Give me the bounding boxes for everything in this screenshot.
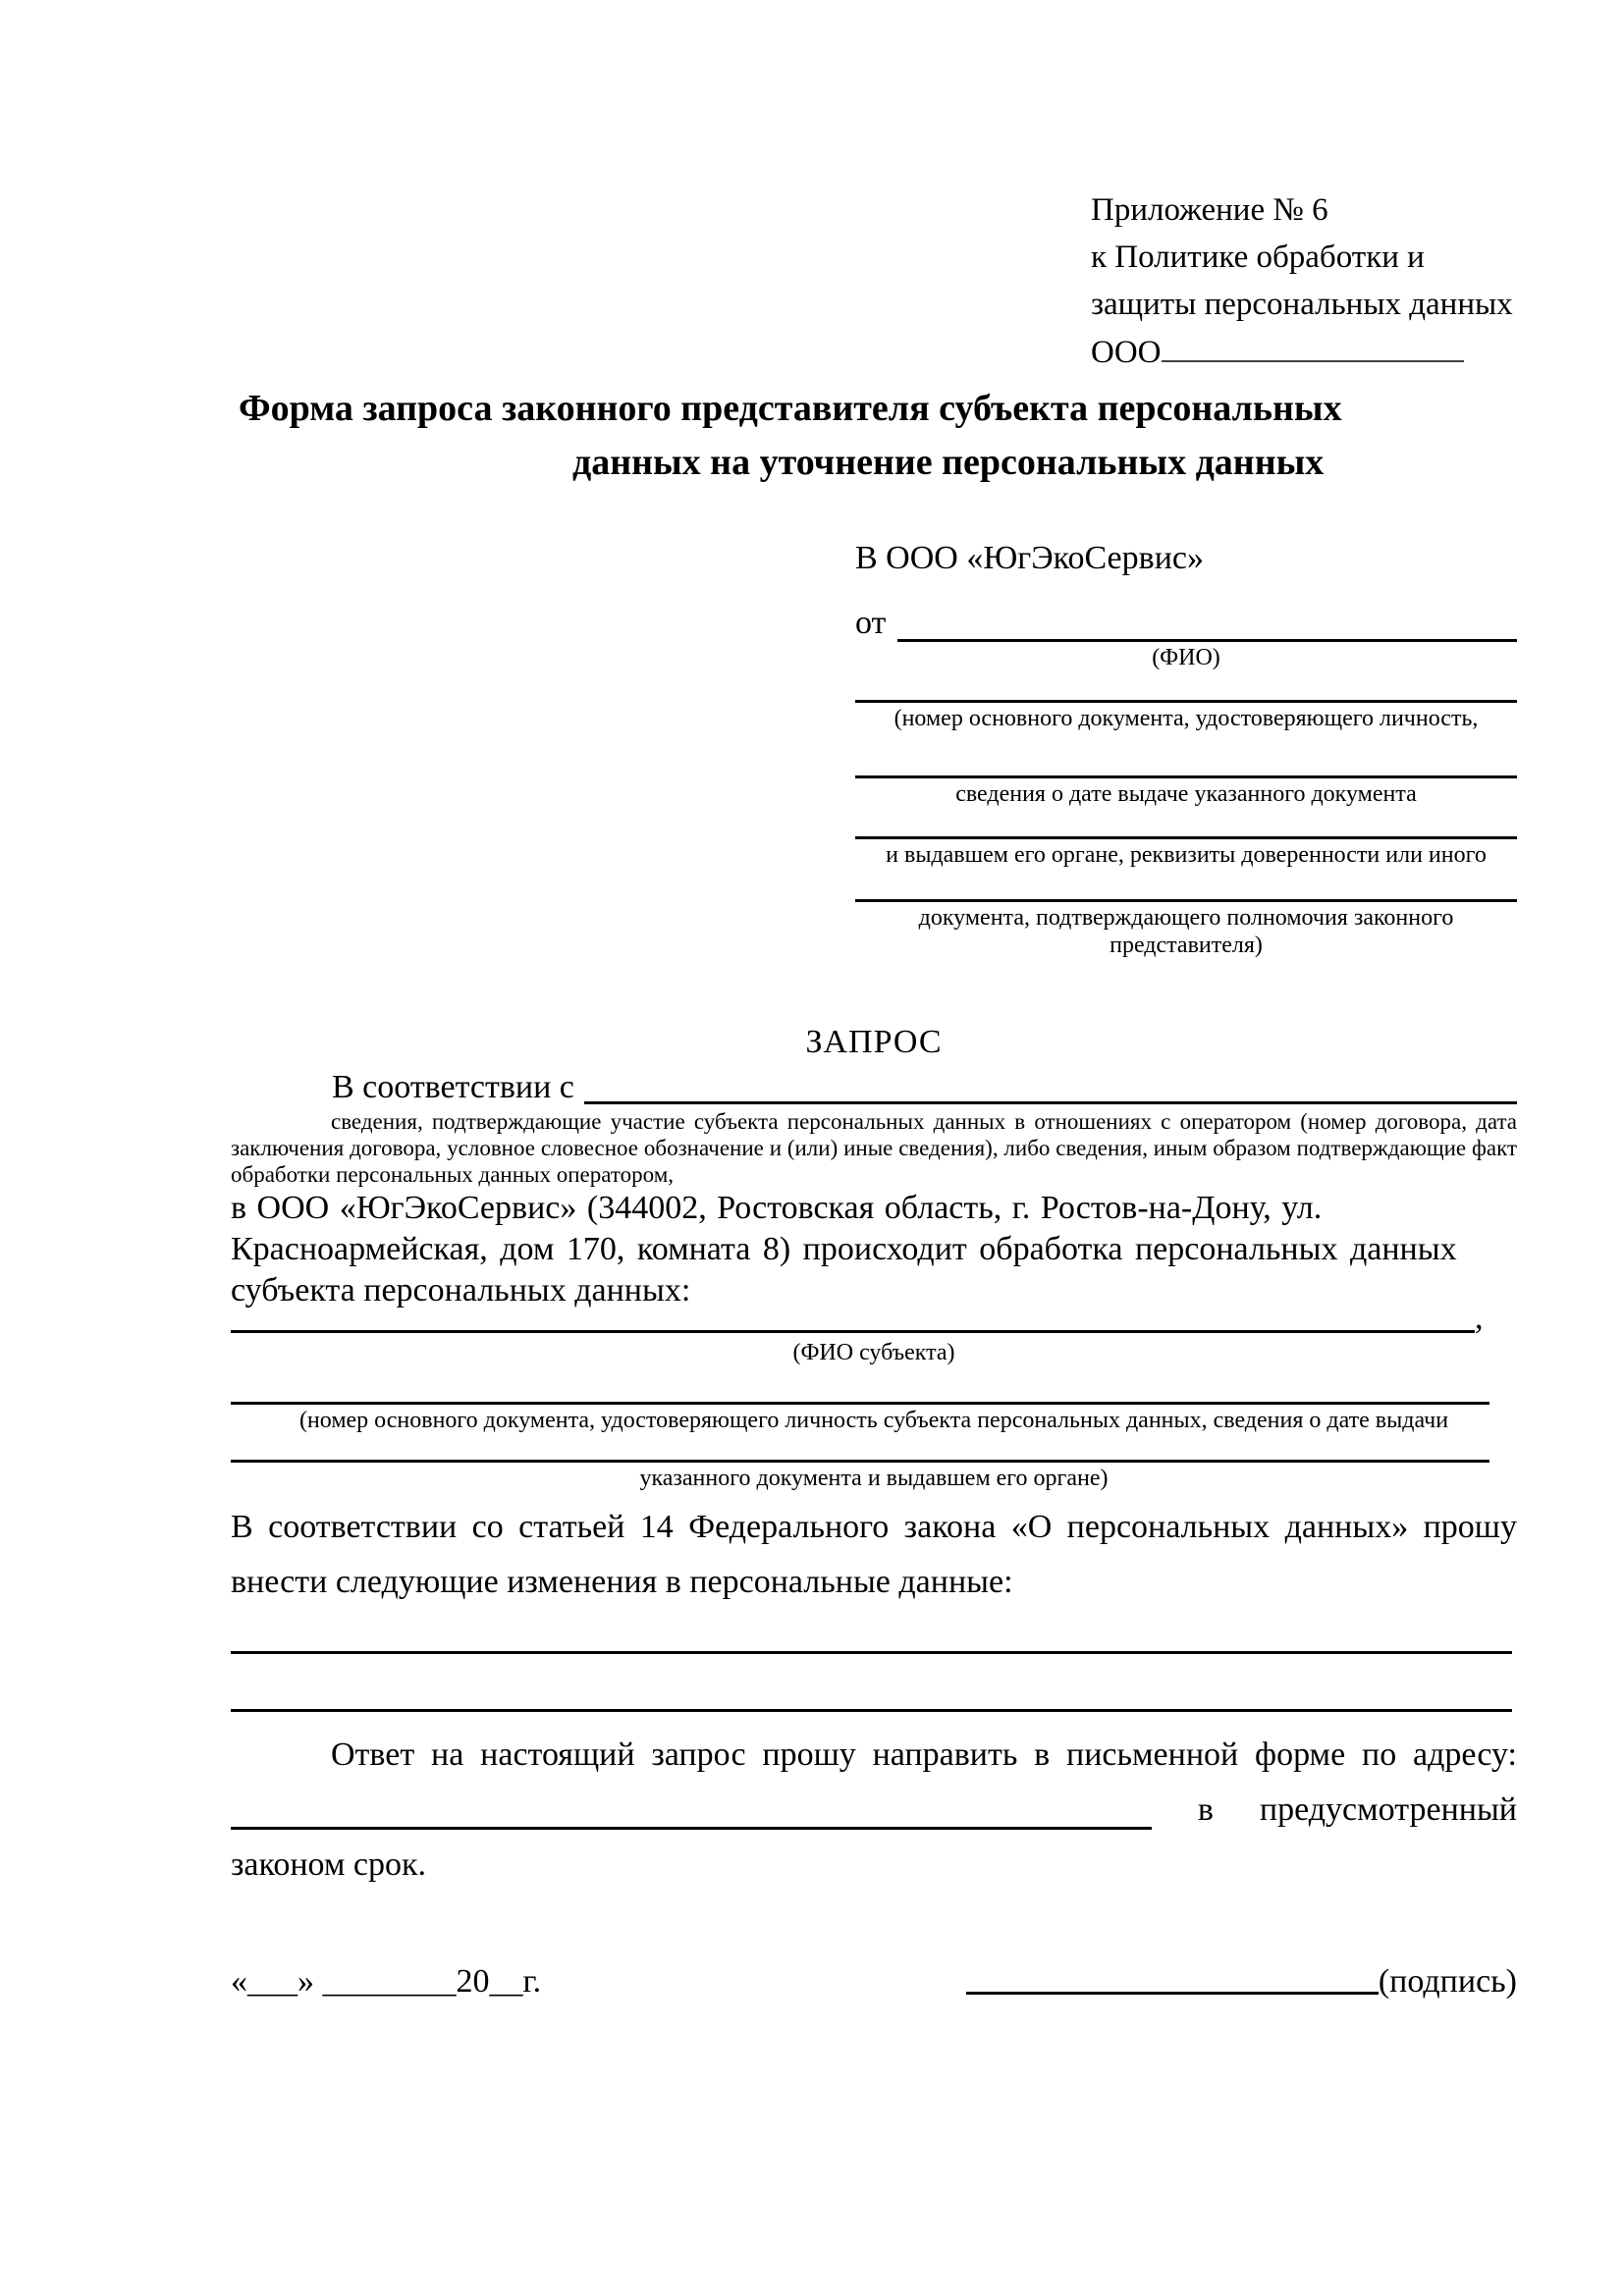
subject-doc-caption1: (номер основного документа, удостоверяющего личность субъекта персональных данных, сведения о дате выдачи	[298, 1408, 1449, 1433]
document-title-line1: Форма запроса законного представителя субъекта персональных	[239, 388, 1342, 429]
changes-blank-line2	[231, 1709, 1512, 1712]
intro-row	[231, 1067, 1517, 1106]
representative-doc-blank-line	[855, 899, 1517, 902]
attachment-note-line3: защиты персональных данных	[1091, 287, 1513, 322]
operator-paragraph	[231, 1188, 1517, 1311]
address-blank-line	[231, 1827, 1152, 1830]
request-heading: ЗАПРОС	[805, 1024, 943, 1060]
company-blank-line	[1162, 328, 1464, 362]
answer-word-predusmotrenny: предусмотренный	[1259, 1791, 1517, 1828]
footer-row	[231, 1953, 1517, 2001]
doc-number-caption: (номер основного документа, удостоверяющего личность,	[893, 706, 1479, 731]
doc-issue-date-blank-line	[855, 775, 1517, 778]
doc-authority-blank-line	[855, 836, 1517, 839]
attachment-note-line1: Приложение № 6	[1091, 192, 1328, 228]
intro-prefix: В соответствии с	[332, 1069, 574, 1105]
doc-number-blank-line	[855, 700, 1517, 703]
footnote	[231, 1108, 1517, 1188]
footnote-line1: сведения, подтверждающие участие субъекта персональных данных в отношениях с оператором (номер договора, дата	[331, 1109, 1517, 1134]
from-row	[855, 605, 1517, 642]
law-paragraph-line1: В соответствии со статьей 14 Федерального закона «О персональных данных» прошу	[231, 1509, 1517, 1545]
subject-fio-blank-line	[231, 1330, 1475, 1333]
fio-blank-line	[897, 639, 1517, 642]
addressee-to: В ООО «ЮгЭкоСервис»	[855, 540, 1204, 576]
signature-group	[966, 1963, 1517, 2001]
answer-paragraph-line3: законом срок.	[231, 1846, 426, 1883]
attachment-note-company-row	[1091, 328, 1517, 376]
operator-paragraph-line3: субъекта персональных данных:	[231, 1272, 691, 1308]
answer-address-row	[231, 1783, 1517, 1838]
attachment-note	[1091, 187, 1517, 376]
doc-authority-caption: и выдавшем его органе, реквизиты доверенности или иного	[886, 842, 1487, 868]
date-blank: «___» ________20__г.	[231, 1963, 542, 2000]
document-title-line2: данных на уточнение персональных данных	[572, 442, 1325, 483]
subject-fio-caption: (ФИО субъекта)	[792, 1340, 955, 1365]
law-paragraph	[231, 1500, 1517, 1610]
trailing-comma: ,	[1475, 1300, 1484, 1336]
document-title	[231, 384, 1517, 487]
subject-doc-blank-line1	[231, 1402, 1489, 1405]
relation-blank-line	[584, 1101, 1517, 1104]
company-prefix: ООО	[1091, 335, 1162, 370]
attachment-note-line2: к Политике обработки и	[1091, 240, 1425, 275]
from-label: от	[855, 605, 887, 641]
subject-fio-row	[231, 1300, 1517, 1337]
signature-blank-line	[966, 1992, 1379, 1995]
answer-word-v: в	[1197, 1791, 1214, 1828]
doc-issue-date-caption: сведения о дате выдаче указанного документа	[955, 781, 1417, 807]
fio-caption: (ФИО)	[1152, 645, 1220, 670]
footnote-line2: заключения договора, условное словесное обозначение и (или) иные сведения), либо сведения, иным образом подтверждающие факт	[231, 1136, 1517, 1160]
changes-blank-line1	[231, 1651, 1512, 1654]
representative-doc-caption: документа, подтверждающего полномочия законного представителя)	[918, 905, 1454, 958]
signature-caption: (подпись)	[1378, 1963, 1517, 2000]
operator-paragraph-line2: Красноармейская, дом 170, комната 8) происходит обработка персональных данных	[231, 1231, 1457, 1267]
subject-doc-caption2: указанного документа и выдавшем его органе)	[639, 1466, 1109, 1491]
law-paragraph-line2: внести следующие изменения в персональные данные:	[231, 1564, 1013, 1600]
answer-paragraph	[231, 1728, 1517, 1893]
operator-paragraph-line1: в ООО «ЮгЭкоСервис» (344002, Ростовская область, г. Ростов-на-Дону, ул.	[231, 1190, 1323, 1226]
addressee-block	[855, 538, 1517, 959]
answer-paragraph-line1: Ответ на настоящий запрос прошу направить в письменной форме по адресу:	[331, 1736, 1517, 1773]
footnote-line3: обработки персональных данных оператором,	[231, 1162, 674, 1187]
subject-doc-blank-line2	[231, 1460, 1489, 1463]
